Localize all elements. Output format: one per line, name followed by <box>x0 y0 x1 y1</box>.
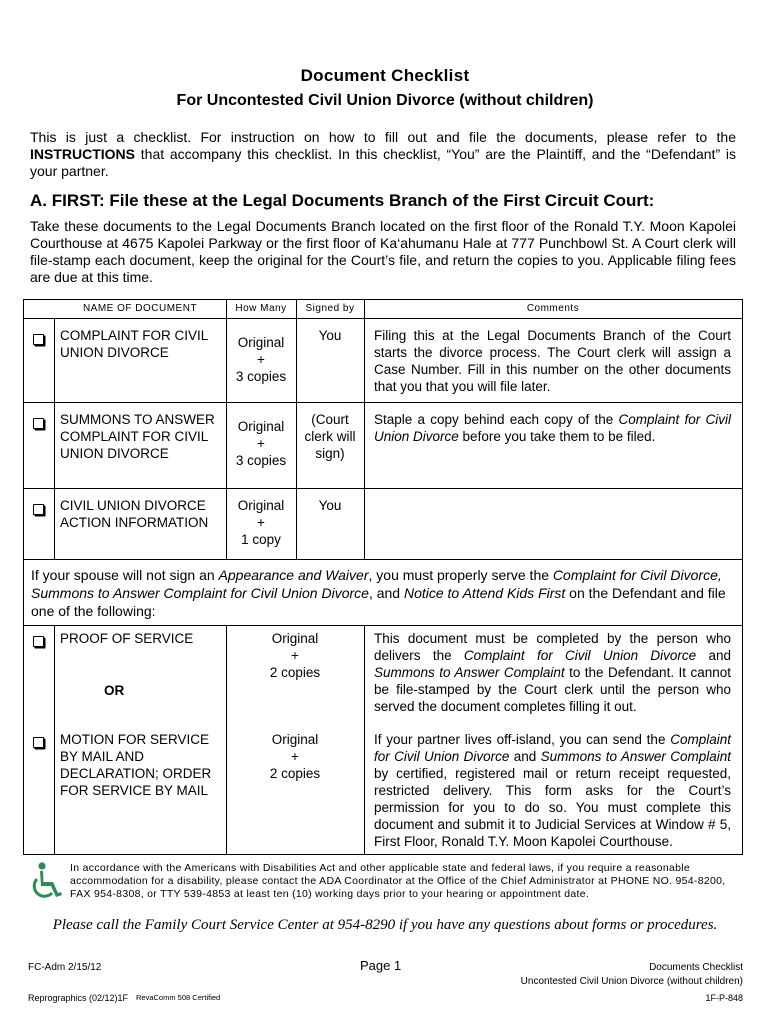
col-header-signed-by: Signed by <box>305 303 355 314</box>
col-header-name: NAME OF DOCUMENT <box>82 303 198 314</box>
instructions-emphasis: INSTRUCTIONS <box>30 146 135 162</box>
row2-comment: Staple a copy behind each copy of the Complaint for Civil Union Divorce before you take them to be filed. <box>374 412 732 444</box>
wheelchair-icon <box>28 862 64 902</box>
footer-right-subtitle: Uncontested Civil Union Divorce (without children) <box>520 976 743 987</box>
row1-document-name: COMPLAINT FOR CIVIL UNION DIVORCE <box>60 328 208 360</box>
motion-service-checkbox[interactable] <box>33 737 44 748</box>
ada-notice: In accordance with the Americans with Disabilities Act and other applicable state and federal laws, if you require a reasonable accommodation for a disability, please contact the ADA Coordinator at the Office of the Chief Administrator at PHONE NO. 954-8200, FAX 954-8308, or TTY 539-4853 at least ten (10) working days prior to your hearing or appointment date. <box>70 862 726 900</box>
proof-of-service-checkbox[interactable] <box>33 636 44 647</box>
footer-reprographics: Reprographics (02/12)1F <box>28 993 129 1003</box>
footer-form-code: 1F-P-848 <box>705 993 743 1003</box>
row2-document-name: SUMMONS TO ANSWER COMPLAINT FOR CIVIL UNION DIVORCE <box>60 412 215 461</box>
intro-paragraph: This is just a checklist. For instruction on how to fill out and file the documents, please refer to the INSTRUCTIONS that accompany this checklist. In this checklist, “You” are the Plaintiff, and the “Defendant” is your partner. <box>30 129 736 179</box>
footer-revacomm: RevaComm 508 Certified <box>136 993 221 1002</box>
row2-how-many: Original + 3 copies <box>235 419 287 468</box>
footer-right-title: Documents Checklist <box>649 962 743 973</box>
section-a-text: Take these documents to the Legal Documents Branch located on the first floor of the Ronald T.Y. Moon Kapolei Courthouse at 4675 Kapolei Parkway or the first floor of Ka‘ahumanu Hale at 777 Punchbowl St. A Court clerk will file-stamp each document, keep the original for the Court’s file, and return the copies to you. Applicable filing fees are due at this time. <box>30 218 736 285</box>
call-note: Please call the Family Court Service Center at 954-8290 if you have any questions about forms or procedures. <box>52 917 718 933</box>
row1-checkbox[interactable] <box>33 334 44 345</box>
page-title: Document Checklist <box>300 66 470 85</box>
col-header-how-many: How Many <box>235 303 287 314</box>
row3-how-many: Original + 1 copy <box>237 498 285 547</box>
row3-checkbox[interactable] <box>33 504 44 515</box>
row1-how-many: Original + 3 copies <box>235 335 287 384</box>
footer-form-id: FC-Adm 2/15/12 <box>28 962 102 973</box>
motion-service-comment: If your partner lives off-island, you can send the Complaint for Civil Union Divorce and Summons to Answer Complaint by certified, registered mail or return receipt requested, restricted delivery. This form asks for the Court’s permission for you to do so. You must complete this document and submit it to Judicial Services at Window # 5, First Floor, Ronald T.Y. Moon Kapolei Courthouse. <box>374 732 731 849</box>
proof-of-service-how-many: Original + 2 copies <box>269 631 321 680</box>
service-instructions: If your spouse will not sign an Appearance and Waiver, you must properly serve the Complaint for Civil Divorce, Summons to Answer Complaint for Civil Union Divorce, and Notice to Attend Kids First on the Defendant and file one of the following: <box>31 567 726 619</box>
document-checklist-table <box>23 299 743 855</box>
or-label: OR <box>104 683 125 698</box>
page-subtitle: For Uncontested Civil Union Divorce (without children) <box>176 92 594 109</box>
row2-signed-by: (Court clerk will sign) <box>304 412 356 461</box>
motion-service-how-many: Original + 2 copies <box>269 732 321 781</box>
motion-service-name: MOTION FOR SERVICE BY MAIL AND DECLARATION; ORDER FOR SERVICE BY MAIL <box>60 732 212 798</box>
footer-page-number: Page 1 <box>360 958 402 973</box>
row1-signed-by: You <box>318 328 342 343</box>
proof-of-service-comment: This document must be completed by the person who delivers the Complaint for Civil Union Divorce and Summons to Answer Complaint to the Defendant. It cannot be file-stamped by the Court clerk until the person who served the document completes filling it out. <box>374 631 731 714</box>
proof-of-service-name: PROOF OF SERVICE <box>60 631 194 646</box>
row3-document-name: CIVIL UNION DIVORCE ACTION INFORMATION <box>60 498 209 530</box>
row3-signed-by: You <box>318 498 342 513</box>
row1-comment: Filing this at the Legal Documents Branch of the Court starts the divorce process. The Court clerk will assign a Case Number. Fill in this number on the other documents that you that you will file later. <box>374 328 731 394</box>
row2-checkbox[interactable] <box>33 418 44 429</box>
section-a-heading: A. FIRST: File these at the Legal Documents Branch of the First Circuit Court: <box>30 191 655 210</box>
col-header-comments: Comments <box>526 303 580 314</box>
